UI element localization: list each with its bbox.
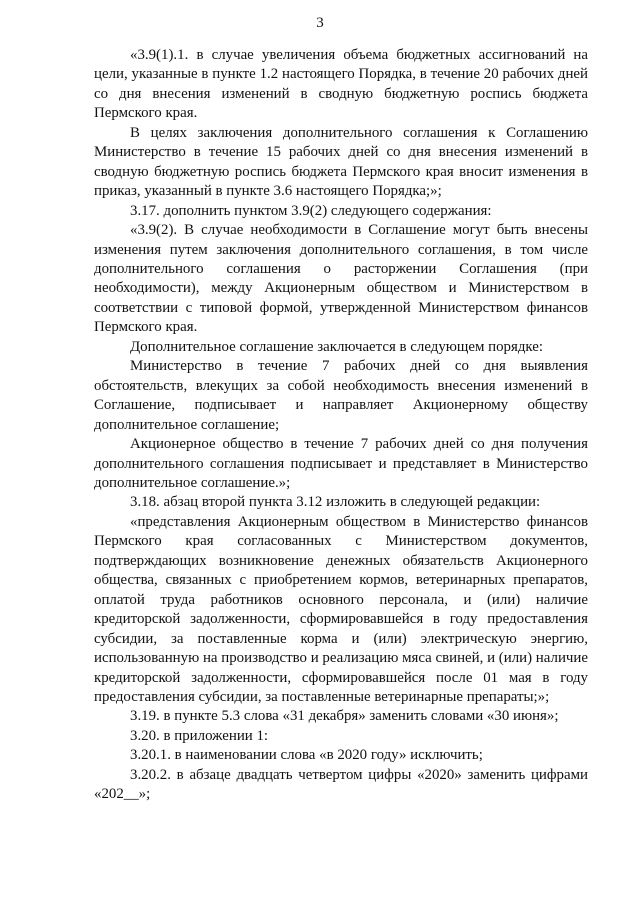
paragraph-documents-submission: «представления Акционерным обществом в Министерство финансов Пермского края согласованных с Министерством документов, подтверждающих возникновение денежных обязательств Акционерного общества, связанных с приобретением кормов, ветеринарных препаратов, оплатой труда работников основного персонала, и (или) наличие кредиторской задолженности, сформировавшейся в году предоставления субсидии, за поставленные корма и (или) электрическую энергию, использованную на производство и реализацию мяса свиней, и (или) наличие кредиторской задолженности, сформировавшейся после 01 мая в году предоставления субсидии, за поставленные ветеринарные препараты;»; <box>94 513 588 705</box>
paragraph-agreement-procedure: Дополнительное соглашение заключается в следующем порядке: <box>130 338 544 355</box>
paragraph-3-20-1: 3.20.1. в наименовании слова «в 2020 году» исключить; <box>130 747 483 764</box>
paragraph-3-20: 3.20. в приложении 1: <box>130 727 269 744</box>
paragraph-company-7-days: Акционерное общество в течение 7 рабочих дней со дня получения дополнительного соглашения подписывает и представляет в Министерство дополнительное соглашение.»; <box>94 436 588 491</box>
paragraph-3-9-1-1: «3.9(1).1. в случае увеличения объема бюджетных ассигнований на цели, указанные в пункте 1.2 настоящего Порядка, в течение 20 рабочих дней со дня внесения изменений в сводную бюджетную роспись бюджета Пермского края. <box>94 47 588 122</box>
document-body <box>94 46 588 805</box>
paragraph-3-9-2: «3.9(2). В случае необходимости в Соглашение могут быть внесены изменения путем заключения дополнительного соглашения, в том числе дополнительного соглашения о расторжении Соглашения (при необходимости), между Акционерным обществом и Министерством в соответствии с типовой формой, утвержденной Министерством финансов Пермского края. <box>94 222 588 336</box>
paragraph-3-18: 3.18. абзац второй пункта 3.12 изложить в следующей редакции: <box>130 494 541 511</box>
paragraph-3-20-2: 3.20.2. в абзаце двадцать четвертом цифры «2020» заменить цифрами «202__»; <box>94 766 588 803</box>
paragraph-additional-agreement-changes: В целях заключения дополнительного соглашения к Соглашению Министерство в течение 15 рабочих дней со дня внесения изменений в сводную бюджетную роспись бюджета Пермского края вносит изменения в приказ, указанный в пункте 3.6 настоящего Порядка;»; <box>94 124 588 200</box>
page-number: 3 <box>316 15 324 31</box>
paragraph-3-17: 3.17. дополнить пунктом 3.9(2) следующего содержания: <box>130 202 492 219</box>
paragraph-ministry-7-days: Министерство в течение 7 рабочих дней со дня выявления обстоятельств, влекущих за собой необходимость внесения изменений в Соглашение, подписывает и направляет Акционерному обществу дополнительное соглашение; <box>94 358 588 433</box>
paragraph-3-19: 3.19. в пункте 5.3 слова «31 декабря» заменить словами «30 июня»; <box>130 708 559 725</box>
